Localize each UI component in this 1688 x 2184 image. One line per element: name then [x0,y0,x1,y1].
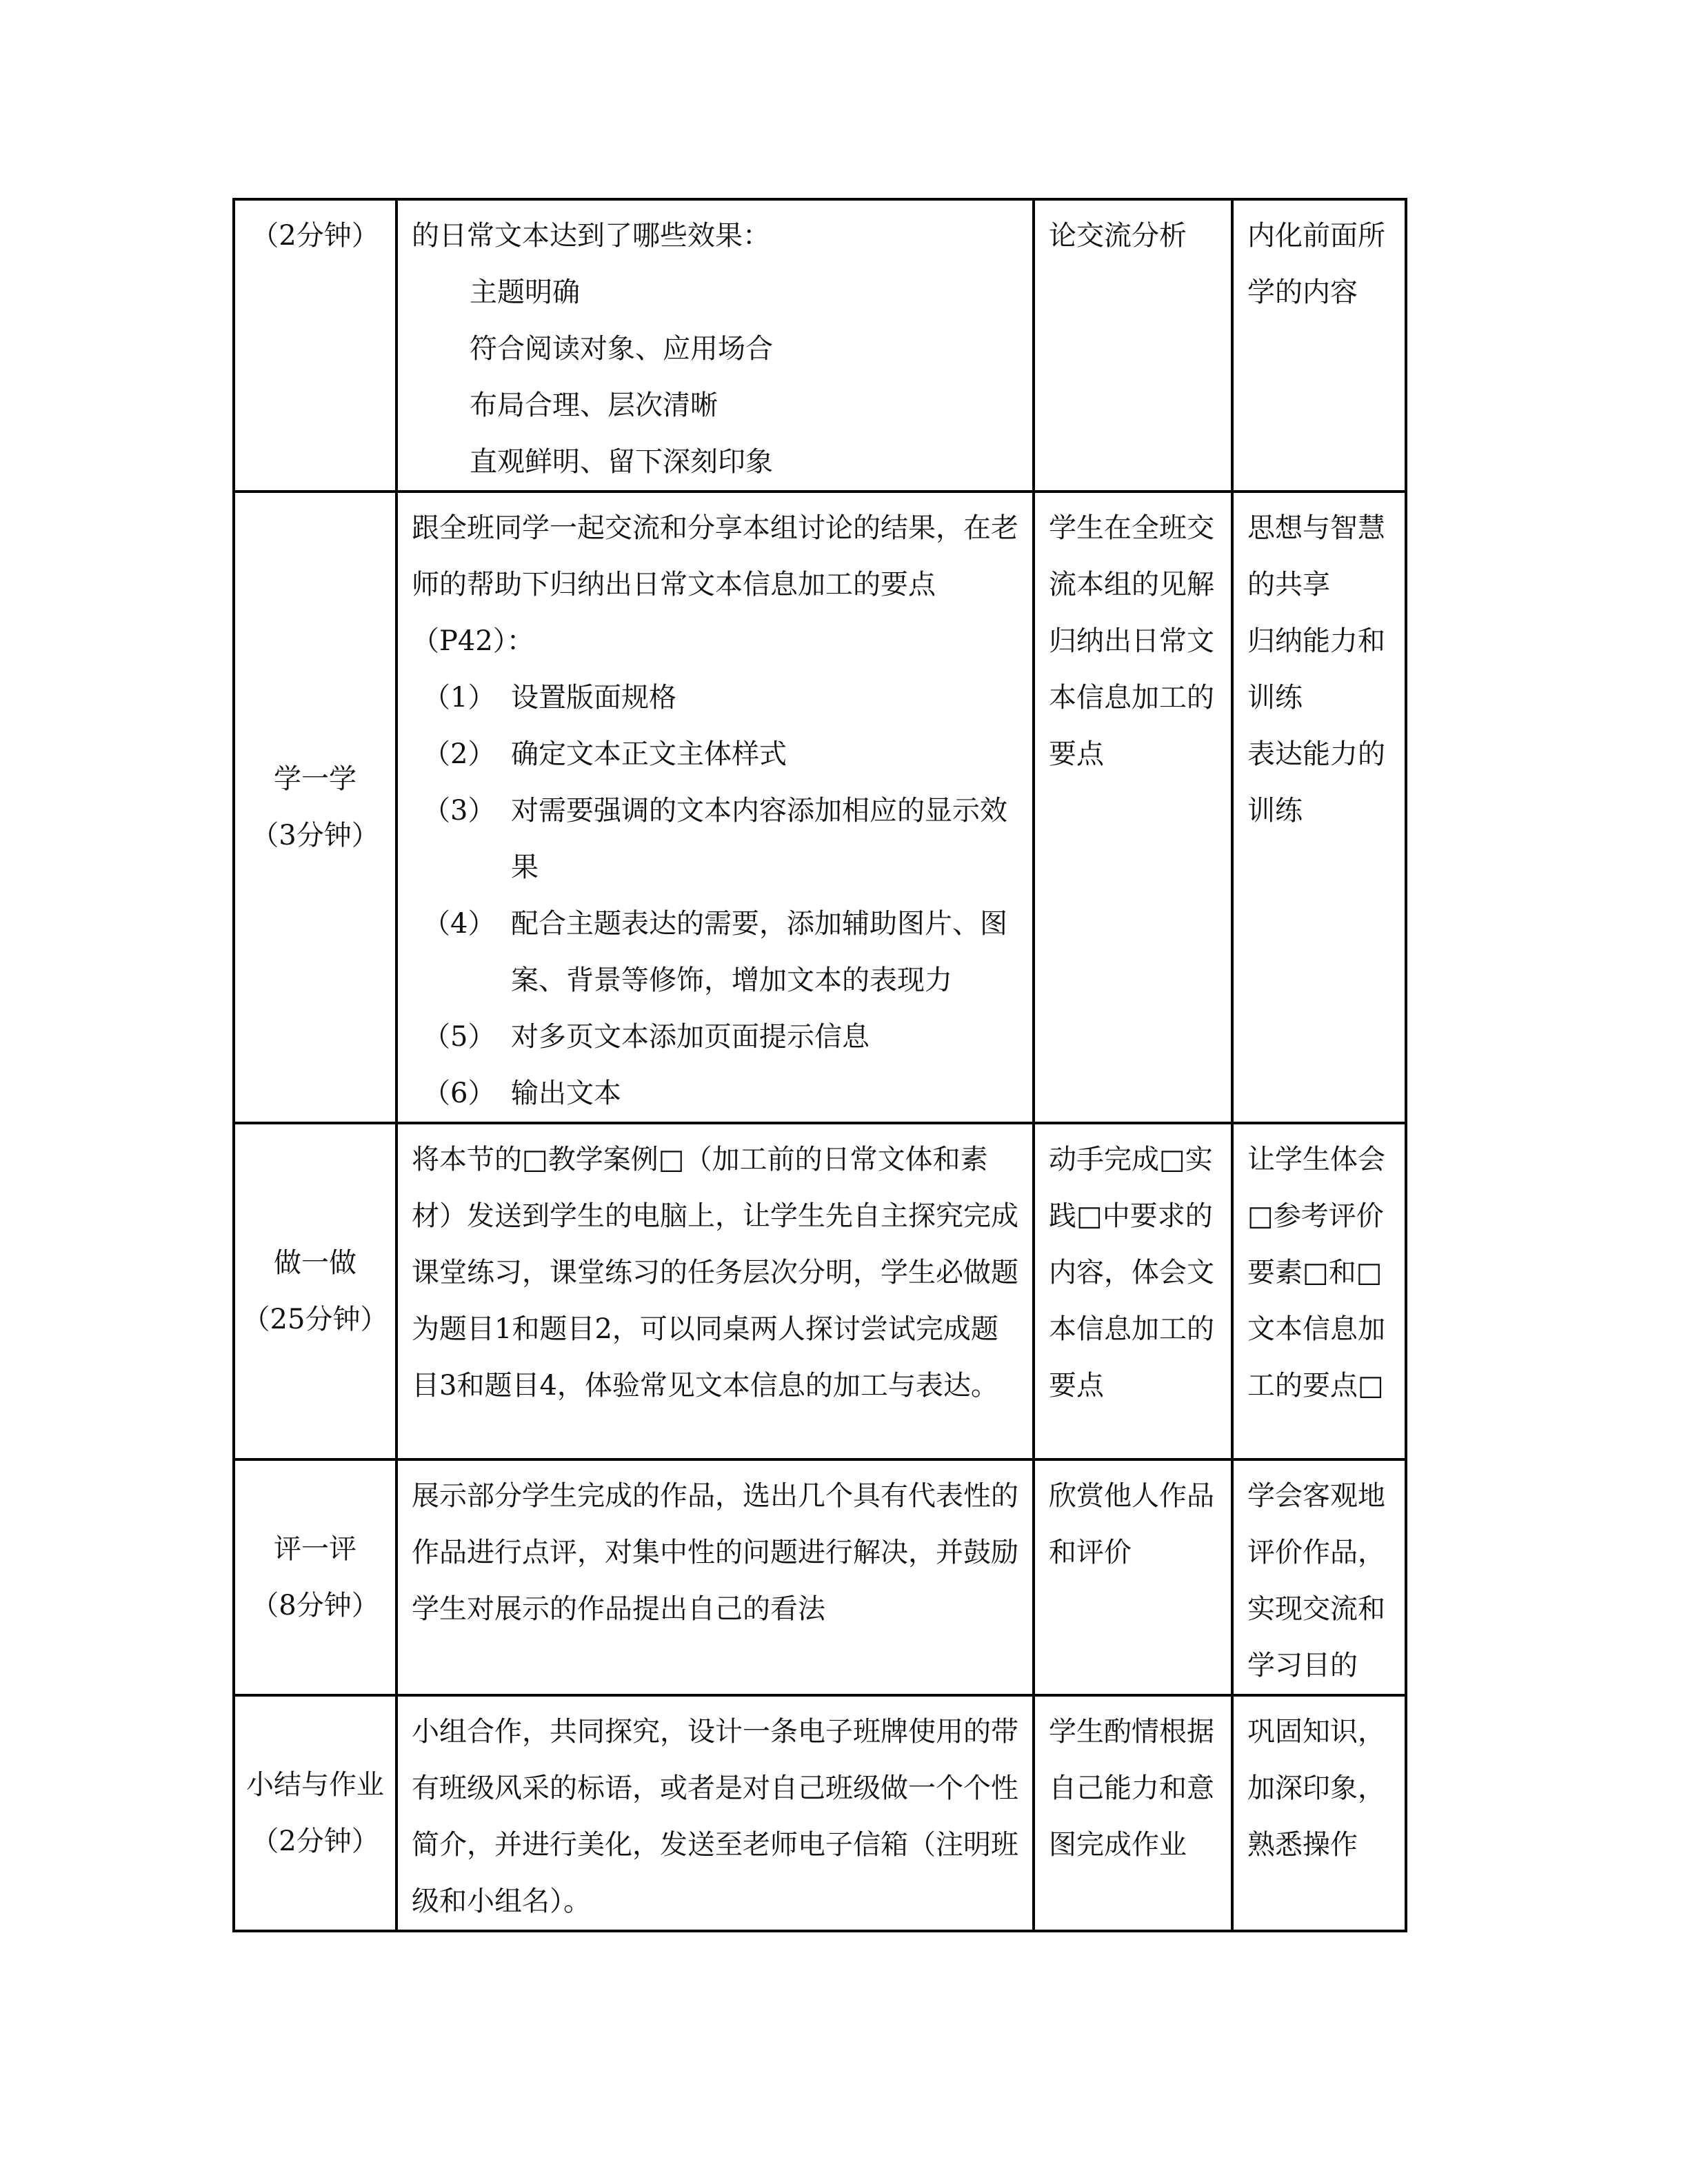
step-text: 对多页文本添加页面提示信息 [511,1021,870,1053]
stage-title: 学一学 [274,763,356,795]
student-activity-text: 欣赏他人作品和评价 [1049,1480,1214,1568]
table-row [234,492,1406,1123]
purpose-cell [1232,1695,1406,1931]
student-activity-text: 学生酌情根据自己能力和意图完成作业 [1049,1716,1214,1861]
stage-title: 做一做 [274,1247,356,1279]
purpose-text: 巩固知识，加深印象，熟悉操作 [1247,1716,1385,1861]
purpose-cell [1232,1459,1406,1695]
content-cell [396,1459,1034,1695]
student-activity-text: 动手完成□实践□中要求的内容，体会文本信息加工的要点 [1049,1144,1214,1402]
step-text: 输出文本 [511,1078,621,1109]
content-cell [396,199,1034,492]
stage-cell [234,1459,396,1695]
table-row [234,199,1406,492]
step-number: （6） [423,1078,496,1109]
lesson-plan-table [232,198,1407,1932]
table-row [234,1123,1406,1459]
table-row [234,1695,1406,1931]
step-text: 确定文本正文主体样式 [511,738,787,770]
step-item [412,1009,1018,1065]
purpose-text: 表达能力的训练 [1247,738,1385,827]
student-activity-cell [1034,1459,1232,1695]
step-item [412,1065,1018,1122]
stage-title: 评一评 [274,1533,356,1565]
step-number: （3） [423,795,496,827]
purpose-cell [1232,492,1406,1123]
content-text: 小组合作，共同探究，设计一条电子班牌使用的带有班级风采的标语，或者是对自己班级做一个个性简介，并进行美化，发送至老师电子信箱（注明班级和小组名）。 [412,1716,1018,1917]
content-text: 将本节的□教学案例□（加工前的日常文体和素材）发送到学生的电脑上，让学生先自主探究完成课堂练习，课堂练习的任务层次分明，学生必做题为题目1和题目2，可以同桌两人探讨尝试完成题目3和题目4，体验常见文本信息的加工与表达。 [412,1144,1018,1402]
step-text: 对需要强调的文本内容添加相应的显示效果 [511,795,1007,883]
student-activity-cell [1034,1123,1232,1459]
stage-duration: （8分钟） [251,1590,379,1621]
stage-duration: （25分钟） [242,1304,388,1335]
student-activity-text: 学生在全班交流本组的见解 [1049,512,1214,600]
content-text: 跟全班同学一起交流和分享本组讨论的结果，在老师的帮助下归纳出日常文本信息加工的要点（P42）： [412,512,1018,657]
stage-cell [234,1123,396,1459]
purpose-cell [1232,1123,1406,1459]
student-activity-cell [1034,199,1232,492]
step-number: （4） [423,908,496,940]
purpose-text: 内化前面所学的内容 [1247,220,1385,308]
purpose-text: 思想与智慧的共享 [1247,512,1385,600]
step-text: 设置版面规格 [511,682,676,714]
effect-item: 符合阅读对象、应用场合 [470,333,773,365]
student-activity-text: 论交流分析 [1049,220,1187,252]
stage-duration: （2分钟） [251,1826,379,1857]
student-activity-cell [1034,492,1232,1123]
step-number: （1） [423,682,496,714]
stage-cell [234,199,396,492]
step-text: 配合主题表达的需要，添加辅助图片、图案、背景等修饰，增加文本的表现力 [511,908,1007,996]
stage-cell [234,492,396,1123]
step-item [412,726,1018,782]
step-item [412,669,1018,726]
content-cell [396,1123,1034,1459]
step-item [412,896,1018,1009]
step-item [412,782,1018,896]
purpose-cell [1232,199,1406,492]
purpose-text: 让学生体会□参考评价要素□和□文本信息加工的要点□ [1247,1144,1385,1402]
stage-duration: （2分钟） [251,220,379,252]
step-number: （5） [423,1021,496,1053]
step-number: （2） [423,738,496,770]
stage-cell [234,1695,396,1931]
stage-duration: （3分钟） [251,820,379,851]
content-cell [396,1695,1034,1931]
content-cell [396,492,1034,1123]
effect-item: 布局合理、层次清晰 [470,390,718,421]
purpose-text: 归纳能力和训练 [1247,625,1385,714]
table-row [234,1459,1406,1695]
purpose-text: 学会客观地评价作品，实现交流和学习目的 [1247,1480,1385,1681]
student-activity-text: 归纳出日常文本信息加工的要点 [1049,625,1214,770]
effect-item: 直观鲜明、留下深刻印象 [470,446,773,478]
content-text: 的日常文本达到了哪些效果： [412,220,770,252]
student-activity-cell [1034,1695,1232,1931]
content-text: 展示部分学生完成的作品，选出几个具有代表性的作品进行点评，对集中性的问题进行解决，并鼓励学生对展示的作品提出自己的看法 [412,1480,1018,1625]
stage-title: 小结与作业 [246,1769,384,1801]
effect-item: 主题明确 [470,276,580,308]
